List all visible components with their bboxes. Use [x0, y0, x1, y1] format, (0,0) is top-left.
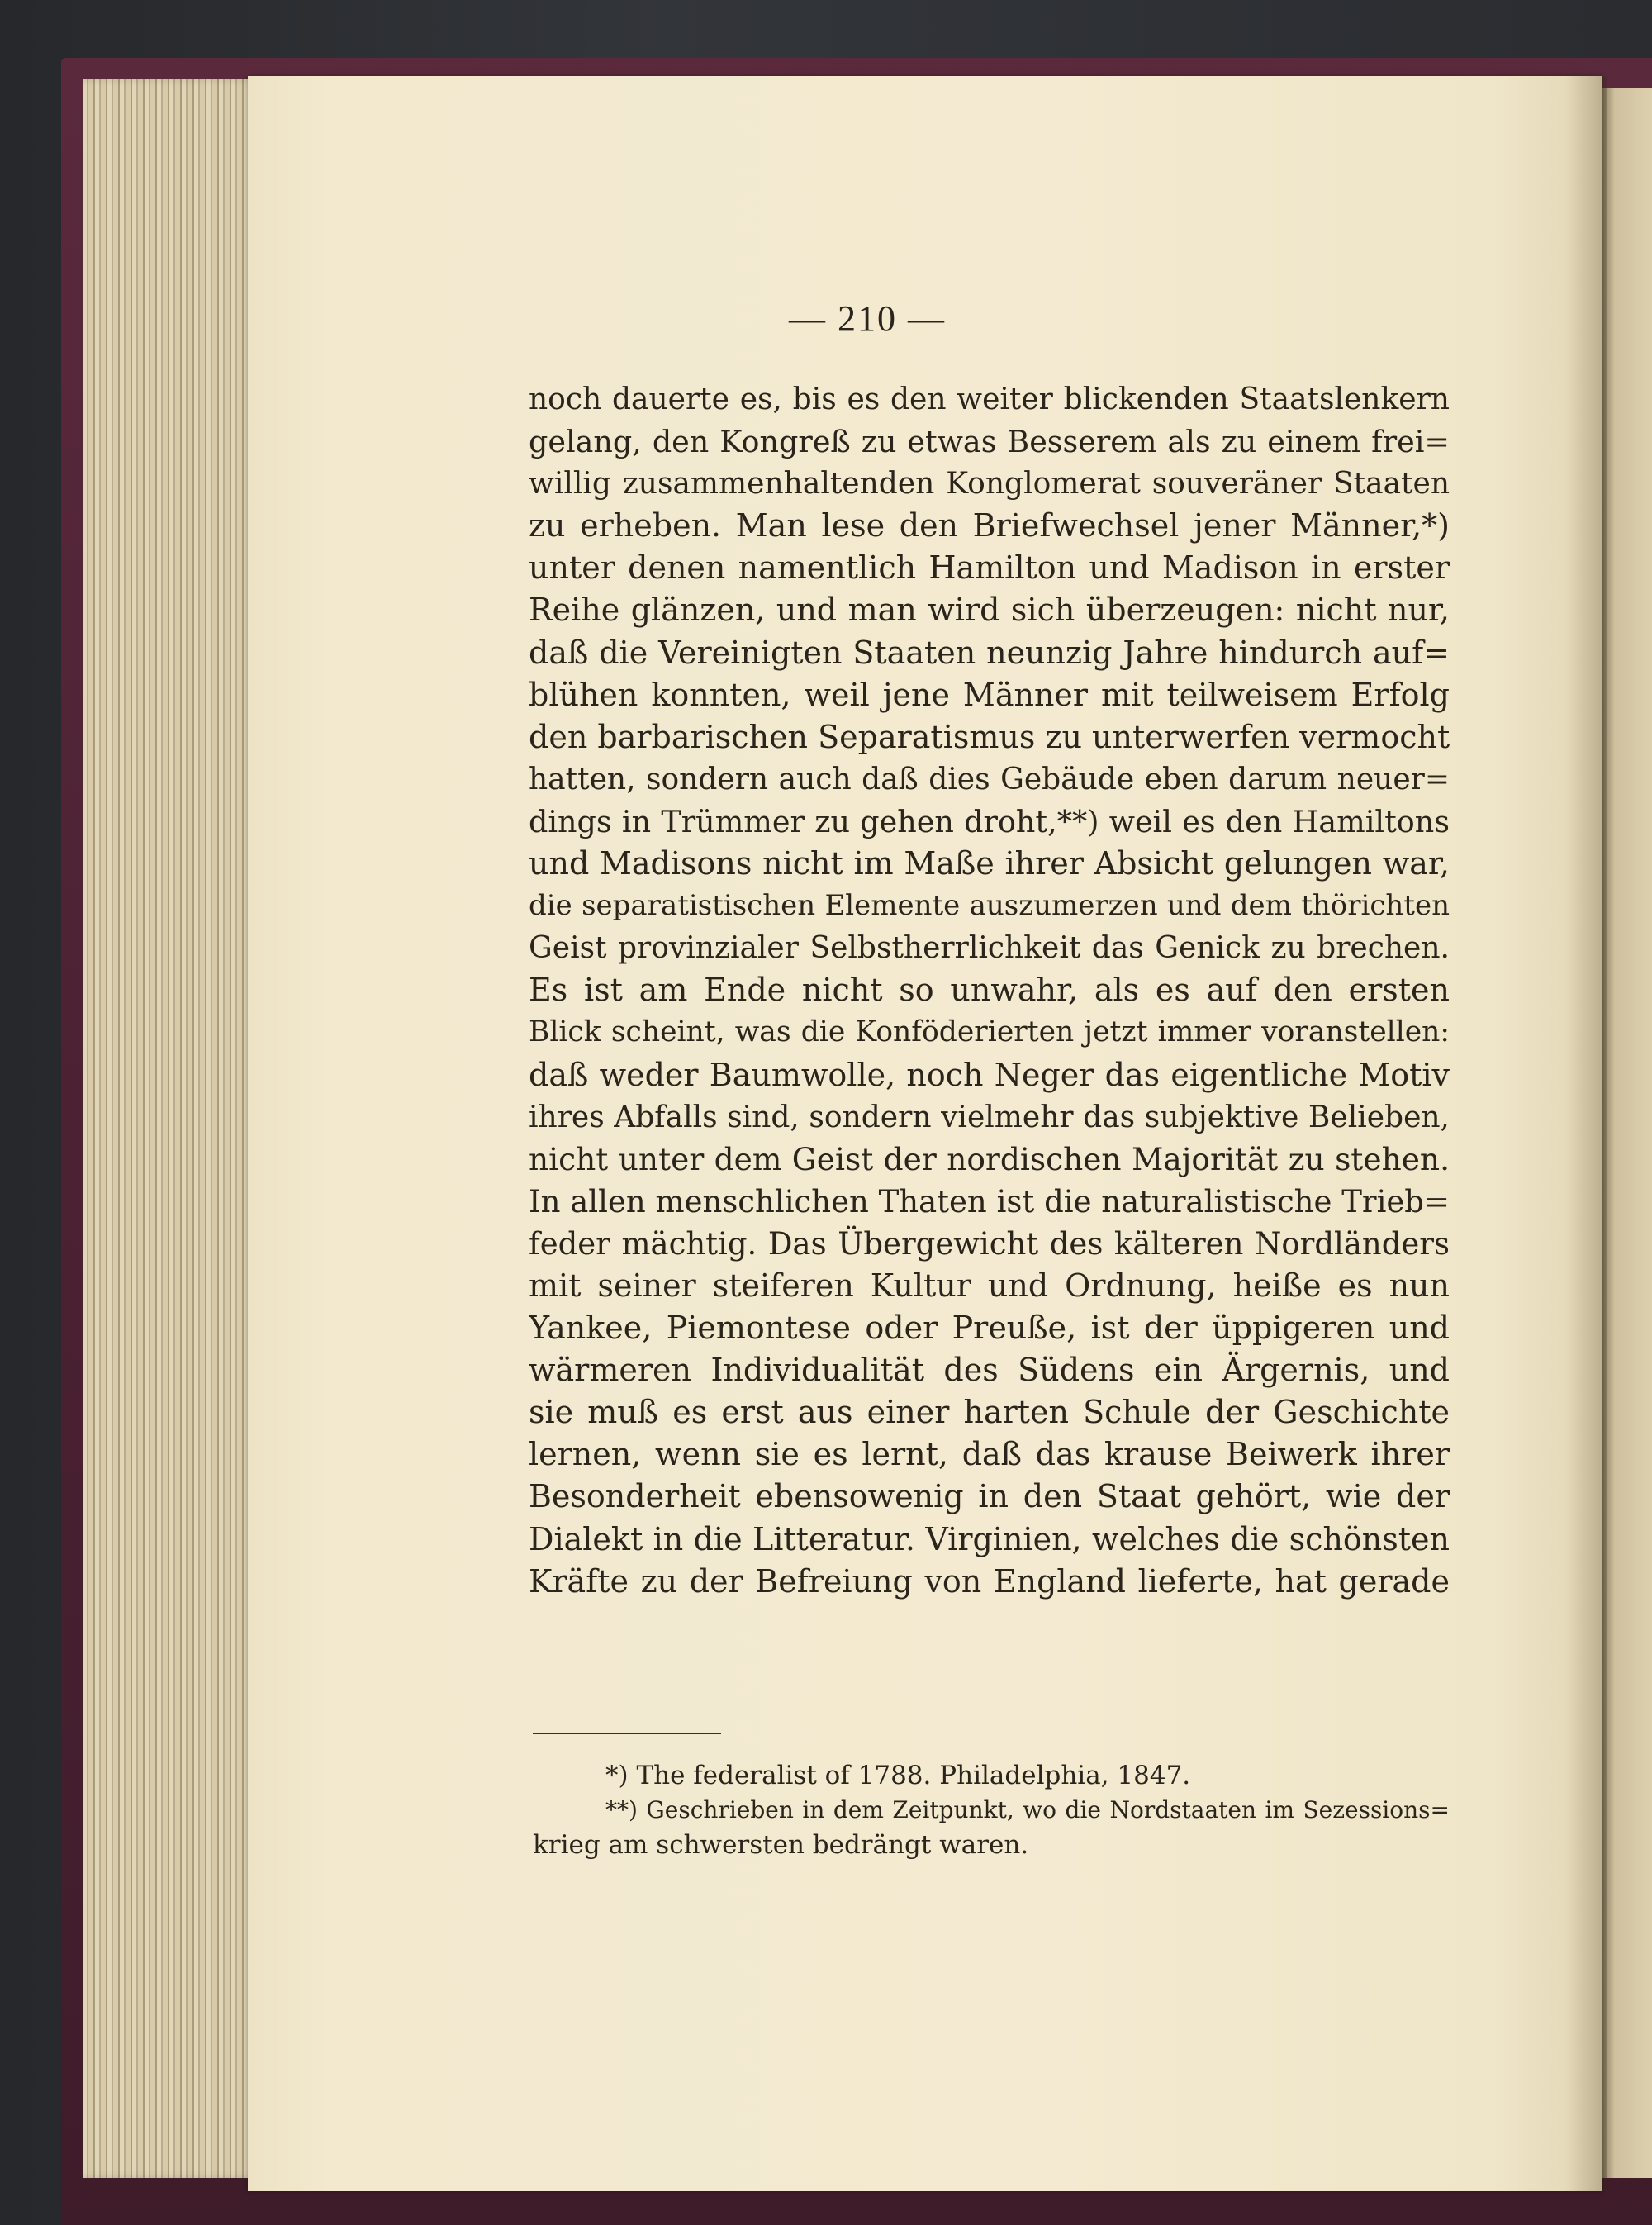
- text-line: Besonderheit ebensowenig in den Staat gehört, wie der: [529, 1478, 1450, 1515]
- text-line: Reihe glänzen, und man wird sich überzeugen: nicht nur,: [529, 592, 1450, 629]
- text-line: Geist provinzialer Selbstherrlichkeit das Genick zu brechen.: [529, 931, 1450, 966]
- text-line: und Madisons nicht im Maße ihrer Absicht gelungen war,: [529, 845, 1450, 882]
- page-number: — 210 —: [789, 298, 946, 339]
- text-line: daß weder Baumwolle, noch Neger das eigentliche Motiv: [529, 1056, 1450, 1093]
- text-line: unter denen namentlich Hamilton und Madison in erster: [529, 549, 1450, 587]
- text-line: daß die Vereinigten Staaten neunzig Jahre hindurch auf=: [529, 634, 1450, 671]
- footnote-divider: [533, 1733, 721, 1734]
- text-line: willig zusammenhaltenden Konglomerat souveräner Staaten: [529, 467, 1450, 502]
- text-line: lernen, wenn sie es lernt, daß das krause Beiwerk ihrer: [529, 1436, 1450, 1473]
- text-line: hatten, sondern auch daß dies Gebäude eben darum neuer=: [529, 762, 1450, 796]
- text-line: Blick scheint, was die Konföderierten jetzt immer voranstellen:: [529, 1015, 1450, 1049]
- text-line: wärmeren Individualität des Südens ein Ärgernis, und: [529, 1352, 1450, 1389]
- body-text: [529, 378, 1450, 1603]
- footnote-1: *) The federalist of 1788. Philadelphia, 1847.: [605, 1761, 1191, 1790]
- text-line: gelang, den Kongreß zu etwas Besserem als zu einem frei=: [529, 424, 1450, 460]
- footnote-2-line-1: **) Geschrieben in dem Zeitpunkt, wo die Nordstaaten im Sezessions=: [605, 1796, 1450, 1823]
- text-line: sie muß es erst aus einer harten Schule der Geschichte: [529, 1394, 1450, 1431]
- text-line: dings in Trümmer zu gehen droht,**) weil es den Hamiltons: [529, 803, 1450, 839]
- text-line: nicht unter dem Geist der nordischen Majorität zu stehen.: [529, 1140, 1450, 1177]
- text-line: ihres Abfalls sind, sondern vielmehr das subjektive Belieben,: [529, 1100, 1450, 1134]
- footnote-2-line-2: krieg am schwersten bedrängt waren.: [533, 1830, 1029, 1860]
- text-line: feder mächtig. Das Übergewicht des kälteren Nordländers: [529, 1225, 1450, 1262]
- footnotes: [533, 1758, 1450, 1862]
- gutter-shadow: [1565, 76, 1607, 2191]
- text-line: In allen menschlichen Thaten ist die naturalistische Trieb=: [529, 1183, 1450, 1219]
- text-line: die separatistischen Elemente auszumerzen und dem thörichten: [529, 889, 1450, 923]
- text-line: Dialekt in die Litteratur. Virginien, welches die schönsten: [529, 1520, 1450, 1557]
- page-edges: [83, 79, 256, 2178]
- text-line: den barbarischen Separatismus zu unterwerfen vermocht: [529, 718, 1450, 755]
- text-line: Yankee, Piemontese oder Preuße, ist der üppigeren und: [529, 1310, 1450, 1347]
- text-line: Kräfte zu der Befreiung von England lieferte, hat gerade: [529, 1562, 1450, 1600]
- next-page-edge: [1602, 88, 1652, 2178]
- text-line: noch dauerte es, bis es den weiter blickenden Staatslenkern: [529, 383, 1450, 416]
- text-line: mit seiner steiferen Kultur und Ordnung, heiße es nun: [529, 1267, 1450, 1304]
- text-line: blühen konnten, weil jene Männer mit teilweisem Erfolg: [529, 676, 1450, 713]
- text-line: zu erheben. Man lese den Briefwechsel jener Männer,*): [529, 507, 1450, 544]
- text-line: Es ist am Ende nicht so unwahr, als es auf den ersten: [529, 972, 1450, 1009]
